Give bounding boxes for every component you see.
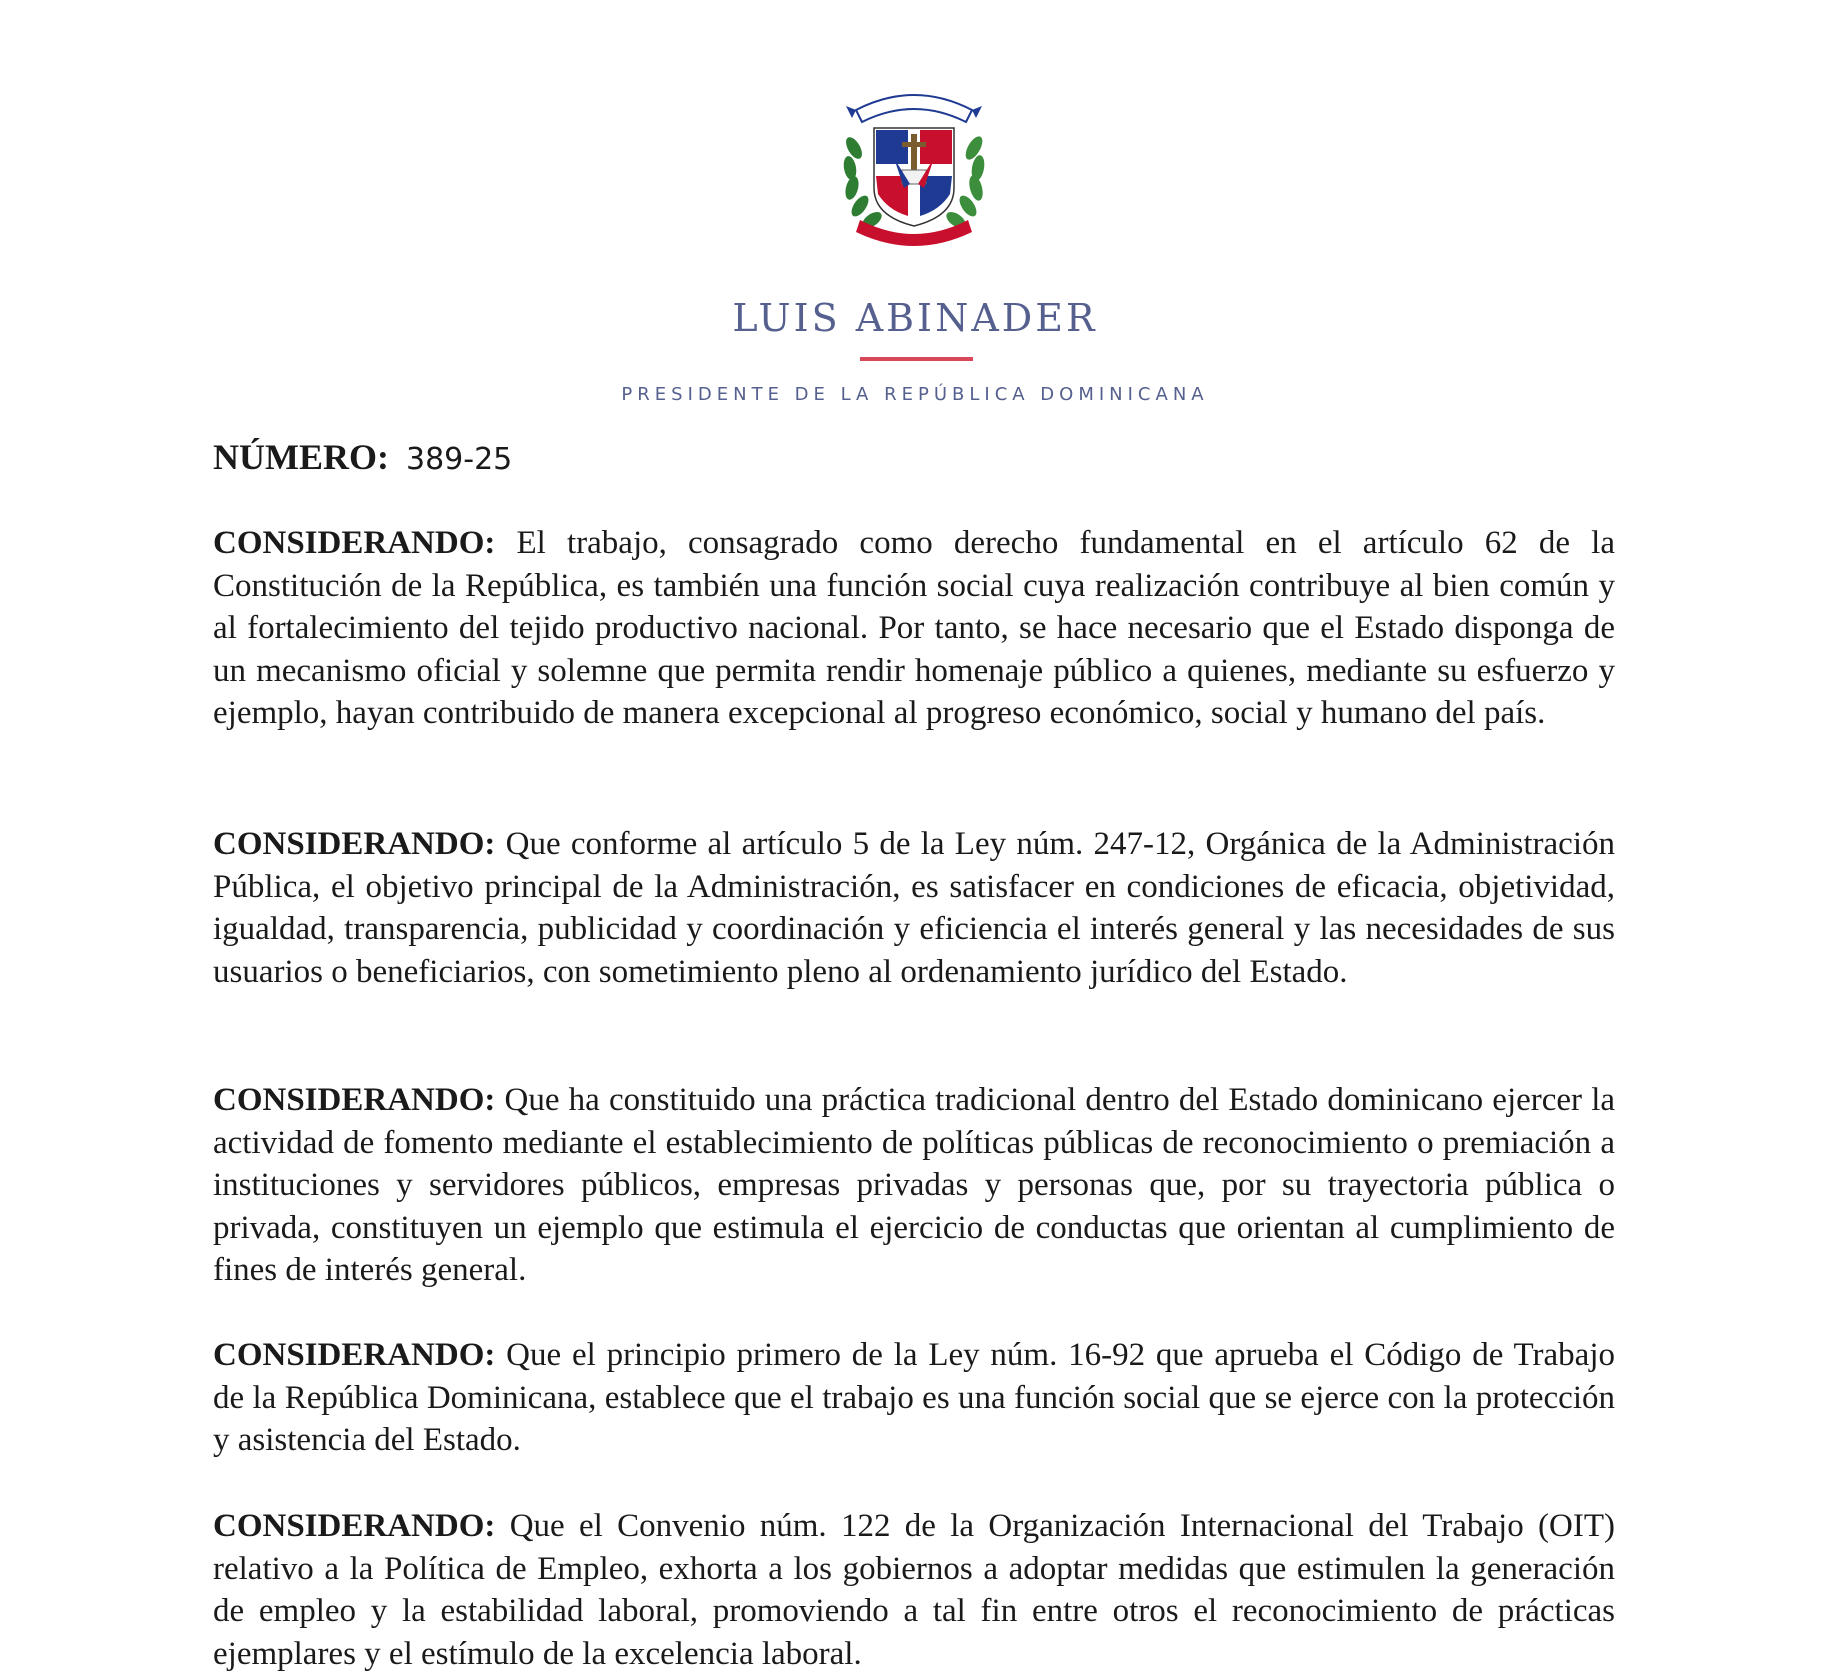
considerando-label: CONSIDERANDO: [213,826,496,862]
considerando-text: Que el principio primero de la Ley núm. 16-92 que aprueba el Código de Trabajo de la República Dominicana, establece que el trabajo es una función social que se ejerce con la protección y asistencia del Estado. [213,1337,1616,1458]
decree-number-label: NÚMERO: [213,437,389,477]
considerando-label: CONSIDERANDO: [213,525,496,561]
considerando-text: Que el Convenio núm. 122 de la Organización Internacional del Trabajo (OIT) relativo a la Política de Empleo, exhorta a los gobiernos a adoptar medidas que estimulen la generación de empleo y la estabilidad laboral, promoviendo a tal fin entre otros el reconocimiento de prácticas ejemplares y el estímulo de la excelencia laboral. [213,1508,1616,1672]
name-underline-divider [860,357,973,361]
considerando-paragraph [213,522,1615,735]
decree-number [213,436,512,478]
president-title: PRESIDENTE DE LA REPÚBLICA DOMINICANA [621,384,1209,405]
considerando-label: CONSIDERANDO: [213,1337,496,1373]
considerando-paragraph [213,1334,1615,1462]
considerando-text: El trabajo, consagrado como derecho fundamental en el artículo 62 de la Constitución de la República, es también una función social cuya realización contribuye al bien común y al fortalecimiento del tejido productivo nacional. Por tanto, se hace necesario que el Estado disponga de un mecanismo oficial y solemne que permita rendir homenaje público a quienes, mediante su esfuerzo y ejemplo, hayan contribuido de manera excepcional al progreso económico, social y humano del país. [213,525,1615,731]
considerando-label: CONSIDERANDO: [213,1508,496,1544]
considerando-text: Que ha constituido una práctica tradicional dentro del Estado dominicano ejercer la actividad de fomento mediante el establecimiento de políticas públicas de reconocimiento o premiación a instituciones y servidores públicos, empresas privadas y personas que, por su trayectoria pública o privada, constituyen un ejemplo que estimula el ejercicio de conductas que orientan al cumplimiento de fines de interés general. [213,1082,1616,1288]
considerando-paragraph [213,1079,1615,1292]
considerando-text: Que conforme al artículo 5 de la Ley núm. 247-12, Orgánica de la Administración Pública, el objetivo principal de la Administración, es satisfacer en condiciones de eficacia, objetividad, igualdad, transparencia, publicidad y coordinación y eficiencia el interés general y las necesidades de sus usuarios o beneficiarios, con sometimiento pleno al ordenamiento jurídico del Estado. [213,826,1615,990]
president-name: LUIS ABINADER [732,296,1098,340]
coat-of-arms-icon [838,88,990,248]
considerando-label: CONSIDERANDO: [213,1082,496,1118]
considerando-paragraph [213,823,1615,993]
decree-number-value: 389-25 [405,442,513,477]
considerando-paragraph [213,1505,1615,1675]
